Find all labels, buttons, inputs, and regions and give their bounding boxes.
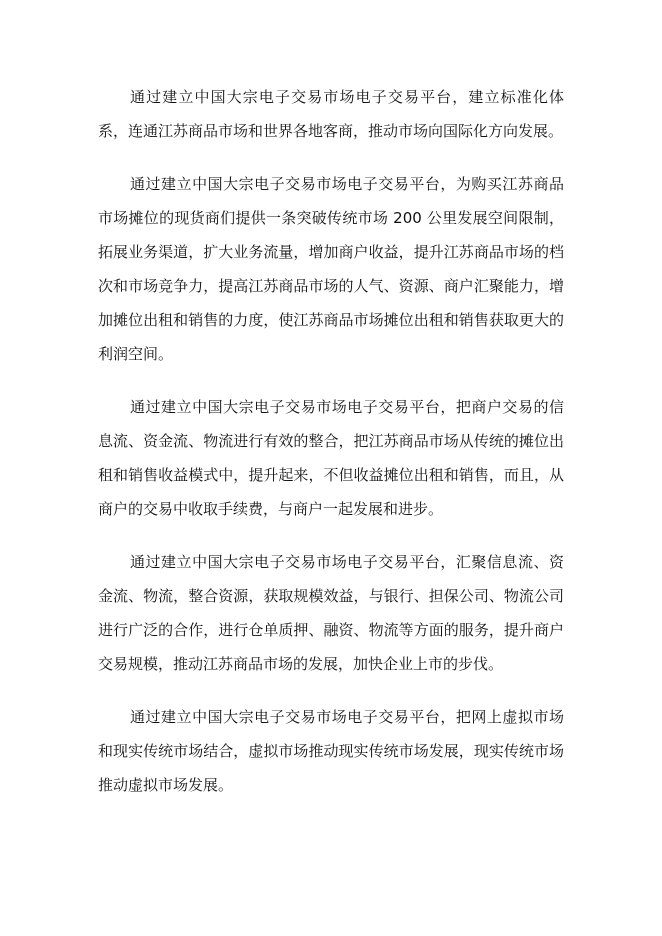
paragraph-4: 通过建立中国大宗电子交易市场电子交易平台，汇聚信息流、资金流、物流，整合资源，获取规模效益，与银行、担保公司、物流公司进行广泛的合作，进行仓单质押、融资、物流等方面的服务，提升商户交易规模，推动江苏商品市场的发展，加快企业上市的步伐。 <box>98 553 564 673</box>
paragraph-1: 通过建立中国大宗电子交易市场电子交易平台，建立标准化体系，连通江苏商品市场和世界各地客商，推动市场向国际化方向发展。 <box>98 88 564 140</box>
paragraph-5: 通过建立中国大宗电子交易市场电子交易平台，把网上虚拟市场和现实传统市场结合，虚拟市场推动现实传统市场发展，现实传统市场推动虚拟市场发展。 <box>98 708 564 794</box>
paragraph-2: 通过建立中国大宗电子交易市场电子交易平台，为购买江苏商品市场摊位的现货商们提供一条突破传统市场 200 公里发展空间限制，拓展业务渠道，扩大业务流量，增加商户收益，提升江苏商品市场的档次和市场竞争力，提高江苏商品市场的人气、资源、商户汇聚能力，增加摊位出租和销售的力度，使江苏商品市场摊位出租和销售获取更大的利润空间。 <box>98 175 564 363</box>
document-body <box>98 80 564 821</box>
paragraph-3: 通过建立中国大宗电子交易市场电子交易平台，把商户交易的信息流、资金流、物流进行有效的整合，把江苏商品市场从传统的摊位出租和销售收益模式中，提升起来，不但收益摊位出租和销售，而且，从商户的交易中收取手续费，与商户一起发展和进步。 <box>98 398 564 518</box>
